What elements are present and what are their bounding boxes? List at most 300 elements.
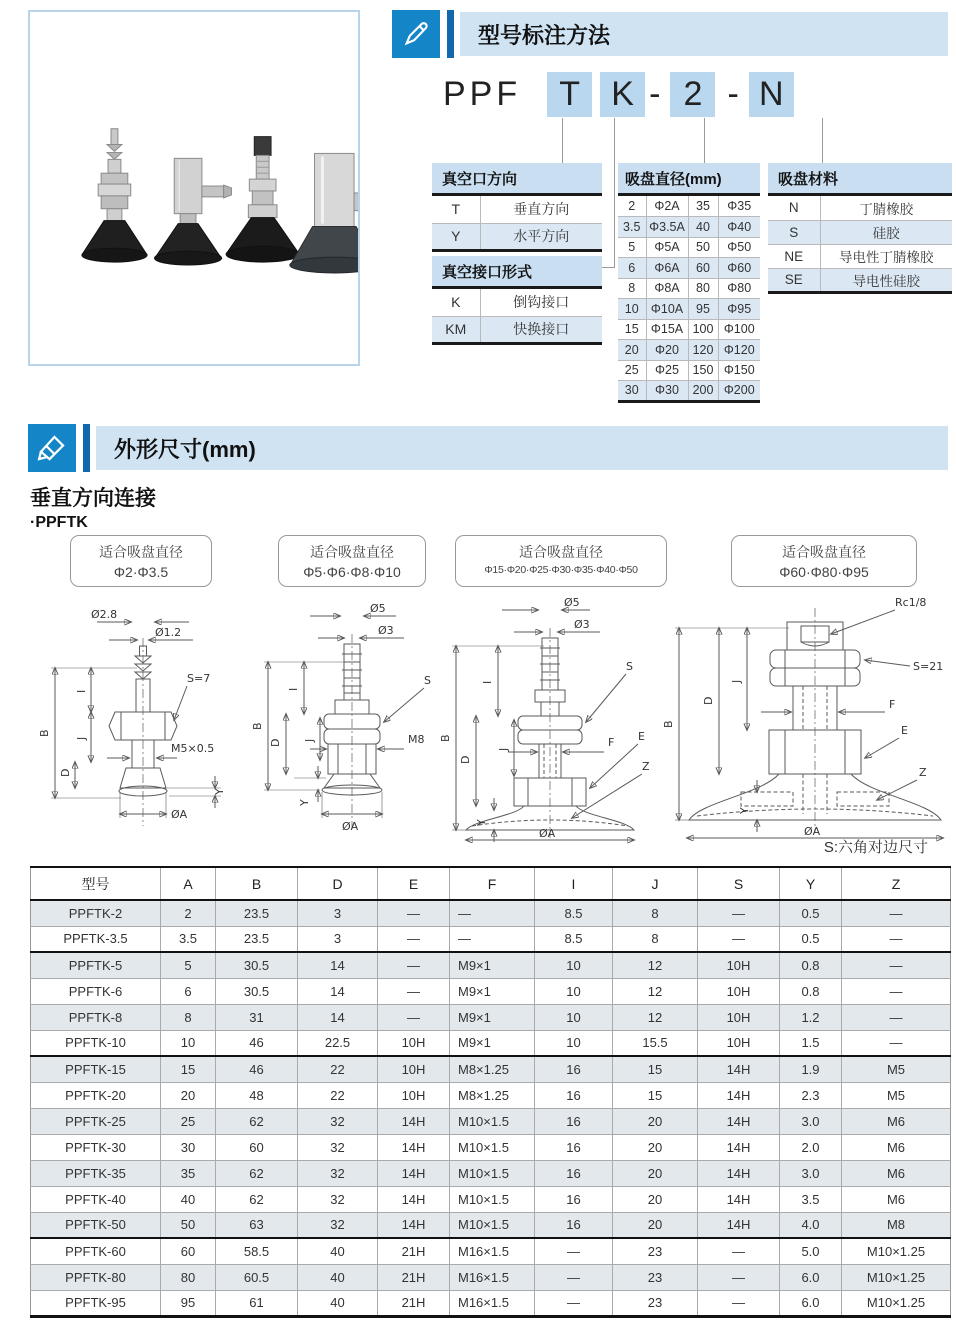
- table-row: [31, 1290, 951, 1316]
- cell: 32: [298, 1108, 378, 1134]
- model-part-direction: T: [547, 72, 592, 117]
- cell: 16: [535, 1134, 613, 1160]
- cell: 150: [688, 360, 718, 381]
- section-dimensions-title: 外形尺寸(mm): [114, 436, 256, 462]
- cell: Φ80: [718, 278, 760, 299]
- cell: 14H: [378, 1212, 450, 1238]
- dim-b: B: [439, 734, 452, 742]
- caliper-icon: [28, 424, 76, 472]
- dim-b: B: [663, 720, 675, 728]
- cell: 16: [535, 1186, 613, 1212]
- dim-i: I: [287, 687, 300, 691]
- dim-a: ØA: [342, 820, 359, 833]
- cell: 14H: [378, 1160, 450, 1186]
- cell: —: [698, 1264, 780, 1290]
- cell: —: [842, 978, 951, 1004]
- cell: 32: [298, 1160, 378, 1186]
- cell: 0.5: [780, 926, 842, 952]
- cell: 21H: [378, 1290, 450, 1316]
- cell: M6: [842, 1108, 951, 1134]
- dim-z: Z: [919, 766, 927, 779]
- dim-z: Z: [642, 760, 650, 773]
- dimension-table: [30, 866, 951, 1318]
- table-row: [618, 319, 760, 340]
- cell: 14H: [698, 1186, 780, 1212]
- cell: 14: [298, 1004, 378, 1030]
- cell: M9×1: [450, 952, 535, 978]
- cell: 12: [613, 952, 698, 978]
- table-row: [618, 360, 760, 381]
- cell: 14H: [698, 1160, 780, 1186]
- cell: 3.5: [780, 1186, 842, 1212]
- dim-j: J: [303, 738, 316, 742]
- cell: 60: [688, 258, 718, 279]
- cell: 40: [298, 1264, 378, 1290]
- connector-interface-h: [601, 267, 615, 268]
- cell: 0.5: [780, 900, 842, 926]
- cell: 62: [216, 1186, 298, 1212]
- cell: 62: [216, 1108, 298, 1134]
- table-row: [618, 278, 760, 299]
- cell: 10: [535, 1030, 613, 1056]
- cell: Φ25: [646, 360, 688, 381]
- cell: N: [768, 196, 820, 220]
- cell: 30.5: [216, 952, 298, 978]
- cell: —: [842, 1004, 951, 1030]
- cell: 40: [298, 1290, 378, 1316]
- cell: —: [378, 952, 450, 978]
- cell: PPFTK-10: [31, 1030, 161, 1056]
- fit-title: 适合吸盘直径: [519, 544, 603, 560]
- cell: KM: [432, 316, 480, 343]
- cell: —: [698, 1238, 780, 1264]
- cell: 12: [613, 978, 698, 1004]
- cell: 14H: [698, 1212, 780, 1238]
- fit-sizes: Φ2·Φ3.5: [113, 564, 169, 580]
- cell: 32: [298, 1186, 378, 1212]
- cell: 16: [535, 1160, 613, 1186]
- dim-a: ØA: [539, 827, 556, 840]
- cell: —: [698, 1290, 780, 1316]
- cell: 15.5: [613, 1030, 698, 1056]
- model-dash-1: -: [649, 75, 661, 113]
- cell: Φ40: [718, 217, 760, 238]
- pad-diameter-title: 吸盘直径(mm): [618, 163, 760, 196]
- cell: Φ3.5A: [646, 217, 688, 238]
- cell: 30: [618, 381, 646, 402]
- dim-j: J: [75, 736, 88, 740]
- col-b: B: [216, 867, 298, 900]
- dim-f: F: [608, 736, 615, 749]
- col-e: E: [378, 867, 450, 900]
- cell: —: [842, 952, 951, 978]
- dim-j: J: [497, 747, 510, 751]
- cell: 3.5: [618, 217, 646, 238]
- table-row: [432, 223, 602, 250]
- cell: 22.5: [298, 1030, 378, 1056]
- cell: 8.5: [535, 900, 613, 926]
- cell: PPFTK-60: [31, 1238, 161, 1264]
- cell: 15: [613, 1082, 698, 1108]
- cell: 10H: [698, 1004, 780, 1030]
- cell: M8: [842, 1212, 951, 1238]
- cell: —: [842, 900, 951, 926]
- cell: 23: [613, 1290, 698, 1316]
- table-row: [618, 196, 760, 217]
- cell: Φ200: [723, 383, 755, 398]
- connector-diameter: [704, 118, 705, 163]
- cell: 10: [535, 952, 613, 978]
- dim-y: Y: [475, 819, 488, 826]
- fit-box-3: [455, 535, 667, 587]
- dim-b: B: [251, 722, 264, 730]
- cell: 20: [618, 340, 646, 361]
- dim-j: J: [730, 679, 743, 683]
- dim-y: Y: [738, 807, 751, 814]
- cell: PPFTK-3.5: [31, 926, 161, 952]
- connector-direction: [562, 118, 563, 163]
- table-row: [618, 217, 760, 238]
- cell: 2.3: [780, 1082, 842, 1108]
- cell: 14H: [698, 1134, 780, 1160]
- cell: PPFTK-5: [31, 952, 161, 978]
- cell: 12: [613, 1004, 698, 1030]
- cell: Φ35: [718, 196, 760, 217]
- cell: 30.5: [216, 978, 298, 1004]
- col-a: A: [161, 867, 216, 900]
- cell: NE: [768, 244, 820, 268]
- cell: PPFTK-20: [31, 1082, 161, 1108]
- cell: —: [378, 926, 450, 952]
- cell: 14H: [378, 1108, 450, 1134]
- cell: M16×1.5: [450, 1238, 535, 1264]
- cell: 22: [298, 1056, 378, 1082]
- dim-a: ØA: [804, 825, 821, 838]
- series-label: ·PPFTK: [30, 514, 88, 531]
- table-row: [618, 299, 760, 320]
- cell: 22: [298, 1082, 378, 1108]
- cell: 丁腈橡胶: [820, 196, 952, 220]
- cell: M10×1.5: [450, 1186, 535, 1212]
- table-row: [31, 1134, 951, 1160]
- interface-type-table: [432, 256, 602, 345]
- table-row: [31, 1056, 951, 1082]
- pencil-icon: [392, 10, 440, 58]
- fit-sizes: Φ15·Φ20·Φ25·Φ30·Φ35·Φ40·Φ50: [484, 564, 638, 576]
- table-row: [432, 289, 602, 316]
- cell: 15: [618, 319, 646, 340]
- cell: M10×1.25: [842, 1290, 951, 1316]
- table-row: [618, 258, 760, 279]
- cell: 20: [613, 1186, 698, 1212]
- dim-b: B: [38, 729, 51, 737]
- dim-e: E: [638, 730, 645, 743]
- cell: 14H: [698, 1082, 780, 1108]
- cell: 10H: [698, 1030, 780, 1056]
- diagram-ppftk-60-95: [663, 588, 956, 850]
- cell: 3: [298, 926, 378, 952]
- cell: 30: [161, 1134, 216, 1160]
- table-row: [432, 196, 602, 223]
- table-row: [618, 237, 760, 258]
- table-header-row: [31, 867, 951, 900]
- section-marking-header: [392, 10, 948, 58]
- cell: —: [535, 1238, 613, 1264]
- table-row: [31, 1186, 951, 1212]
- cell: 10H: [698, 978, 780, 1004]
- table-row: [31, 952, 951, 978]
- cell: 14H: [698, 1056, 780, 1082]
- cell: M10×1.25: [842, 1264, 951, 1290]
- connection-subtitle: 垂直方向连接: [30, 487, 156, 510]
- cell: M8×1.25: [450, 1082, 535, 1108]
- fit-title: 适合吸盘直径: [782, 544, 866, 560]
- dim-dia-top: Ø5: [564, 596, 580, 609]
- cell: 快换接口: [513, 321, 570, 337]
- table-row: [31, 1004, 951, 1030]
- cell: —: [535, 1264, 613, 1290]
- cell: 倒钩接口: [480, 289, 602, 316]
- cell: 23: [613, 1238, 698, 1264]
- interface-type-title: 真空接口形式: [432, 256, 602, 289]
- cell: 水平方向: [513, 228, 570, 244]
- cell: PPFTK-6: [31, 978, 161, 1004]
- cell: —: [698, 926, 780, 952]
- cell: —: [535, 1290, 613, 1316]
- cell: 16: [535, 1082, 613, 1108]
- cell: 40: [688, 217, 718, 238]
- cell: 10: [535, 1004, 613, 1030]
- cell: Y: [432, 223, 480, 250]
- cell: 14: [298, 952, 378, 978]
- cell: 32: [298, 1212, 378, 1238]
- cell: 14H: [378, 1186, 450, 1212]
- dim-s: S=21: [913, 660, 944, 673]
- cell: Φ15A: [646, 319, 688, 340]
- table-row: [31, 1082, 951, 1108]
- dim-f: F: [889, 698, 896, 711]
- cell: M6: [842, 1186, 951, 1212]
- header-accent-bar: [83, 424, 90, 472]
- cell: 48: [216, 1082, 298, 1108]
- cell: Φ95: [718, 299, 760, 320]
- cell: PPFTK-40: [31, 1186, 161, 1212]
- model-part-material: N: [749, 72, 794, 117]
- cell: 62: [216, 1160, 298, 1186]
- fit-title: 适合吸盘直径: [310, 544, 394, 560]
- cell: 16: [535, 1056, 613, 1082]
- cell: 20: [613, 1134, 698, 1160]
- dim-i: I: [481, 680, 494, 684]
- cell: 3: [298, 900, 378, 926]
- cell: T: [432, 196, 480, 223]
- pad-material-table: [768, 163, 952, 294]
- cell: 100: [688, 319, 718, 340]
- cell: PPFTK-80: [31, 1264, 161, 1290]
- cell: PPFTK-50: [31, 1212, 161, 1238]
- fit-title: 适合吸盘直径: [99, 544, 183, 560]
- cell: —: [378, 1004, 450, 1030]
- dim-s: S: [626, 660, 633, 673]
- header-bar: [96, 426, 948, 470]
- table-row: [31, 1108, 951, 1134]
- cell: M10×1.5: [450, 1134, 535, 1160]
- table-row: [768, 268, 952, 292]
- cell: 35: [161, 1160, 216, 1186]
- col-y: Y: [780, 867, 842, 900]
- cell: 60.5: [216, 1264, 298, 1290]
- fit-box-1: [70, 535, 212, 587]
- dim-i: I: [75, 689, 88, 693]
- model-code: [443, 72, 802, 117]
- cell: PPFTK-15: [31, 1056, 161, 1082]
- cell: 40: [161, 1186, 216, 1212]
- cell: 3.0: [780, 1108, 842, 1134]
- section-dimensions-header: [28, 424, 948, 472]
- cell: 6.0: [780, 1264, 842, 1290]
- cell: 10: [161, 1030, 216, 1056]
- cell: M10×1.5: [450, 1108, 535, 1134]
- cell: 1.2: [780, 1004, 842, 1030]
- cell: 3.5: [161, 926, 216, 952]
- model-part-diameter: 2: [670, 72, 715, 117]
- cell: 23.5: [216, 900, 298, 926]
- col-z: Z: [842, 867, 951, 900]
- cell: 20: [613, 1212, 698, 1238]
- fit-sizes: Φ60·Φ80·Φ95: [779, 564, 869, 580]
- cell: M16×1.5: [450, 1290, 535, 1316]
- cell: Φ8A: [646, 278, 688, 299]
- cell: 8.5: [535, 926, 613, 952]
- cell: 95: [688, 299, 718, 320]
- cell: M8×1.25: [450, 1056, 535, 1082]
- cell: PPFTK-95: [31, 1290, 161, 1316]
- cell: Φ30: [646, 381, 688, 402]
- cell: 10H: [378, 1056, 450, 1082]
- cell: 0.8: [780, 978, 842, 1004]
- cell: 10H: [378, 1082, 450, 1108]
- header-accent-bar: [447, 10, 454, 58]
- cell: Φ2A: [646, 196, 688, 217]
- cell: 60: [161, 1238, 216, 1264]
- dim-thread: M8: [408, 733, 425, 746]
- table-row: [768, 196, 952, 220]
- dim-d: D: [702, 696, 715, 705]
- dim-a: ØA: [171, 808, 188, 821]
- cell: 10H: [698, 952, 780, 978]
- cell: 31: [216, 1004, 298, 1030]
- diagram-ppftk-5-10: [248, 592, 453, 844]
- cell: S: [768, 220, 820, 244]
- cell: M6: [842, 1160, 951, 1186]
- cell: 6: [618, 258, 646, 279]
- cell: PPFTK-30: [31, 1134, 161, 1160]
- cell: PPFTK-35: [31, 1160, 161, 1186]
- table-row: [31, 926, 951, 952]
- dim-e: E: [901, 724, 908, 737]
- model-dash-2: -: [727, 75, 739, 113]
- dim-dia-mid: Ø3: [574, 618, 590, 631]
- dim-y: Y: [298, 799, 311, 806]
- cell: 0.8: [780, 952, 842, 978]
- cell: 8: [613, 900, 698, 926]
- table-row: [31, 1160, 951, 1186]
- cell: Φ20: [646, 340, 688, 361]
- cell: 15: [613, 1056, 698, 1082]
- cell: 63: [216, 1212, 298, 1238]
- table-row: [618, 340, 760, 361]
- dim-rc: Rc1/8: [895, 596, 927, 609]
- cell: 20: [613, 1160, 698, 1186]
- cell: 10: [618, 299, 646, 320]
- cell: 8: [618, 278, 646, 299]
- cell: 1.9: [780, 1056, 842, 1082]
- table-row: [31, 1030, 951, 1056]
- table-row: [31, 1212, 951, 1238]
- cell: 6: [161, 978, 216, 1004]
- dim-dia-mid: Ø3: [378, 624, 394, 637]
- diagram-ppftk-2-3_5: [25, 592, 243, 844]
- table-row: [618, 381, 760, 402]
- cell: Φ6A: [646, 258, 688, 279]
- cell: 20: [613, 1108, 698, 1134]
- table-row: [31, 1264, 951, 1290]
- model-prefix: PPF: [443, 75, 522, 113]
- cell: 14H: [378, 1134, 450, 1160]
- cell: 4.0: [780, 1212, 842, 1238]
- cell: —: [378, 900, 450, 926]
- cell: 20: [161, 1082, 216, 1108]
- suction-cups-photo-illustration: [30, 12, 358, 364]
- cell: —: [450, 926, 535, 952]
- cell: 25: [161, 1108, 216, 1134]
- cell: 60: [216, 1134, 298, 1160]
- cell: 23.5: [216, 926, 298, 952]
- dim-s: S=7: [187, 672, 211, 685]
- vacuum-direction-title: 真空口方向: [432, 163, 602, 196]
- cell: —: [450, 900, 535, 926]
- cell: —: [842, 1030, 951, 1056]
- cell: 5: [161, 952, 216, 978]
- pad-diameter-table: [618, 163, 760, 403]
- table-row: [31, 978, 951, 1004]
- cell: 导电性硅胶: [852, 273, 920, 289]
- dim-dia-top: Ø5: [370, 602, 386, 615]
- cell: 58.5: [216, 1238, 298, 1264]
- dim-d: D: [459, 755, 472, 764]
- cell: M6: [842, 1134, 951, 1160]
- cell: 5: [618, 237, 646, 258]
- cell: 32: [298, 1134, 378, 1160]
- cell: —: [378, 978, 450, 1004]
- cell: 3.0: [780, 1160, 842, 1186]
- cell: M10×1.5: [450, 1212, 535, 1238]
- cell: 61: [216, 1290, 298, 1316]
- cell: 21H: [378, 1264, 450, 1290]
- dim-d: D: [269, 738, 282, 747]
- cell: 80: [161, 1264, 216, 1290]
- cell: Φ10A: [646, 299, 688, 320]
- cell: 14: [298, 978, 378, 1004]
- cell: 200: [688, 381, 718, 402]
- cell: 10: [535, 978, 613, 1004]
- diagram-ppftk-15-50: [438, 590, 663, 848]
- cell: 5.0: [780, 1238, 842, 1264]
- model-part-interface: K: [600, 72, 645, 117]
- cell: M9×1: [450, 978, 535, 1004]
- cell: 2.0: [780, 1134, 842, 1160]
- cell: M5: [842, 1082, 951, 1108]
